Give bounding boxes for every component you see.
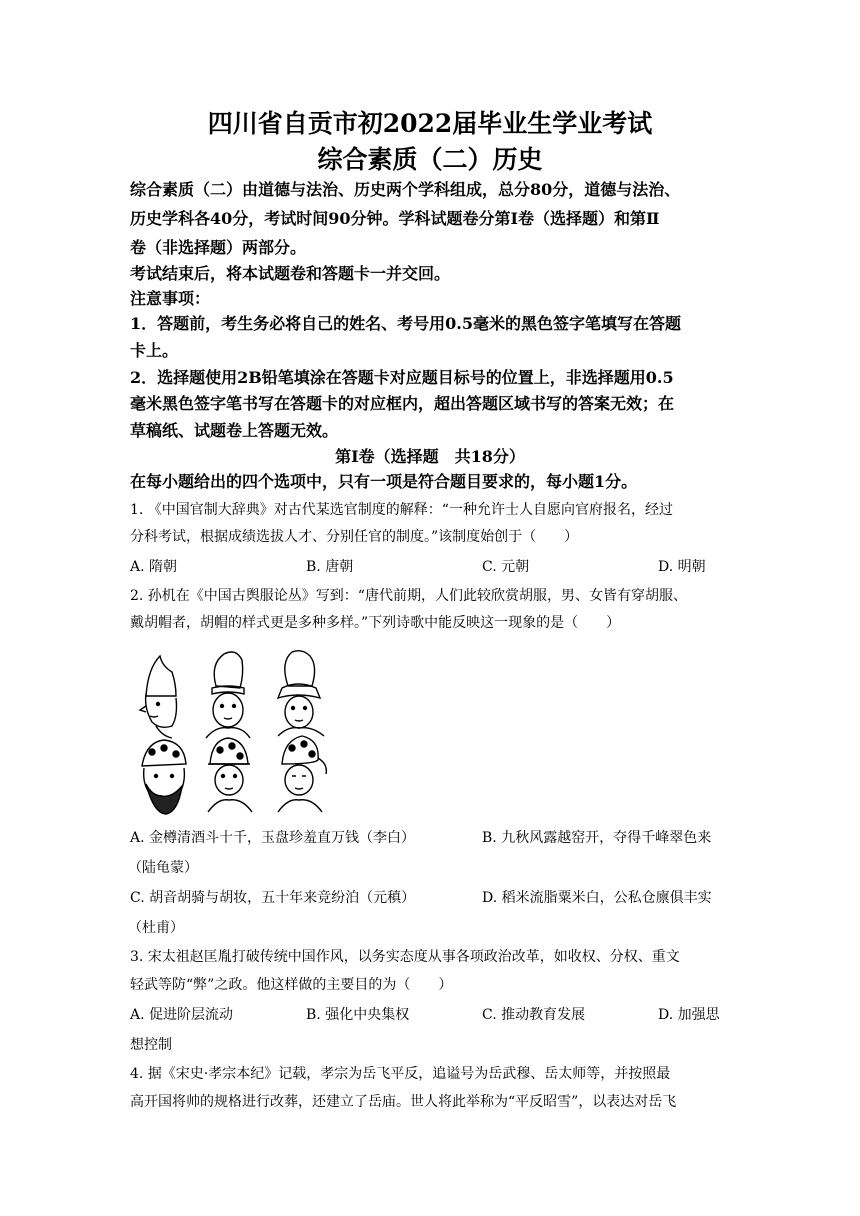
- q1-stem: 1. 《中国官制大辞典》对古代某选官制度的解释：“一种允许士人自愿向官府报名，经过: [130, 502, 673, 518]
- q1-stem: 分科考试，根据成绩选拔人才、分别任官的制度。”该制度始创于（ ）: [130, 529, 579, 545]
- hu-hats-illustration: [132, 646, 342, 818]
- q1-option-c: C. 元朝: [482, 559, 530, 575]
- notice-line: 草稿纸、试题卷上答题无效。: [130, 421, 339, 440]
- q1-option-d: D. 明朝: [658, 559, 706, 575]
- q3-option-d-cont: 想控制: [130, 1037, 172, 1053]
- intro-line: 历史学科各40分，考试时间90分钟。学科试题卷分第Ⅰ卷（选择题）和第Ⅱ: [130, 209, 660, 228]
- q3-stem: 3. 宋太祖赵匡胤打破传统中国作风，以务实态度从事各项政治改革，如收权、分权、重文: [130, 949, 680, 965]
- q3-option-c: C. 推动教育发展: [482, 1007, 586, 1023]
- q2-option-d: D. 稻米流脂粟米白，公私仓廪俱丰实: [482, 890, 712, 906]
- q2-stem: 戴胡帽者，胡帽的样式更是多种多样。”下列诗歌中能反映这一现象的是（ ）: [130, 615, 621, 631]
- figure-patterned-cap: [278, 736, 326, 812]
- intro-line: 注意事项：: [130, 289, 211, 308]
- intro-line: 卷（非选择题）两部分。: [130, 238, 307, 257]
- q1-option-a: A. 隋朝: [130, 559, 178, 575]
- q2-stem: 2. 孙机在《中国古舆服论丛》写到：“唐代前期，人们此较欣赏胡服，男、女皆有穿胡服、: [130, 588, 687, 604]
- exam-subtitle: 综合素质（二）历史: [317, 145, 543, 174]
- figure-winged-hat: [278, 651, 324, 736]
- intro-line: 考试结束后，将本试题卷和答题卡一并交回。: [130, 264, 451, 283]
- q2-option-c: C. 胡音胡骑与胡妆，五十年来竞纷泊（元稹）: [130, 890, 416, 906]
- section-heading: 第Ⅰ卷（选择题 共18分）: [335, 447, 525, 466]
- q2-option-d-author: （杜甫）: [128, 920, 184, 936]
- figure-tall-hat: [206, 652, 250, 738]
- q2-option-a: A. 金樽清酒斗十千，玉盘珍羞直万钱（李白）: [130, 830, 416, 846]
- notice-line: 2．选择题使用2B铅笔填涂在答题卡对应题目标号的位置上，非选择题用0.5: [130, 368, 674, 387]
- notice-line: 卡上。: [130, 341, 179, 360]
- figure-pointed-hat: [140, 656, 177, 738]
- q1-option-b: B. 唐朝: [306, 559, 354, 575]
- q3-option-d: D. 加强思: [658, 1007, 720, 1023]
- notice-line: 1．答题前，考生务必将自己的姓名、考号用0.5毫米的黑色签字笔填写在答题: [130, 314, 681, 333]
- q2-option-b: B. 九秋风露越窑开，夺得千峰翠色来: [482, 830, 712, 846]
- exam-title: 四川省自贡市初2022届毕业生学业考试: [207, 109, 653, 138]
- q4-stem: 4. 据《宋史·孝宗本纪》记载，孝宗为岳飞平反，追谥号为岳武穆、岳太师等，并按照最: [130, 1066, 671, 1082]
- figure-bearded-man: [142, 740, 186, 814]
- q4-stem: 高开国将帅的规格进行改葬，还建立了岳庙。世人将此举称为“平反昭雪”，以表达对岳飞: [130, 1094, 677, 1110]
- q3-option-a: A. 促进阶层流动: [130, 1007, 234, 1023]
- q3-stem: 轻武等防“弊”之政。他这样做的主要目的为（ ）: [130, 977, 453, 993]
- q2-option-b-author: （陆龟蒙）: [128, 860, 198, 876]
- intro-line: 综合素质（二）由道德与法治、历史两个学科组成，总分80分，道德与法治、: [130, 180, 681, 199]
- figure-round-cap: [208, 738, 252, 812]
- notice-line: 毫米黑色签字笔书写在答题卡的对应框内，超出答题区域书写的答案无效；在: [130, 394, 675, 413]
- q3-option-b: B. 强化中央集权: [306, 1007, 410, 1023]
- section-instruction: 在每小题给出的四个选项中，只有一项是符合题目要求的，每小题1分。: [130, 472, 638, 491]
